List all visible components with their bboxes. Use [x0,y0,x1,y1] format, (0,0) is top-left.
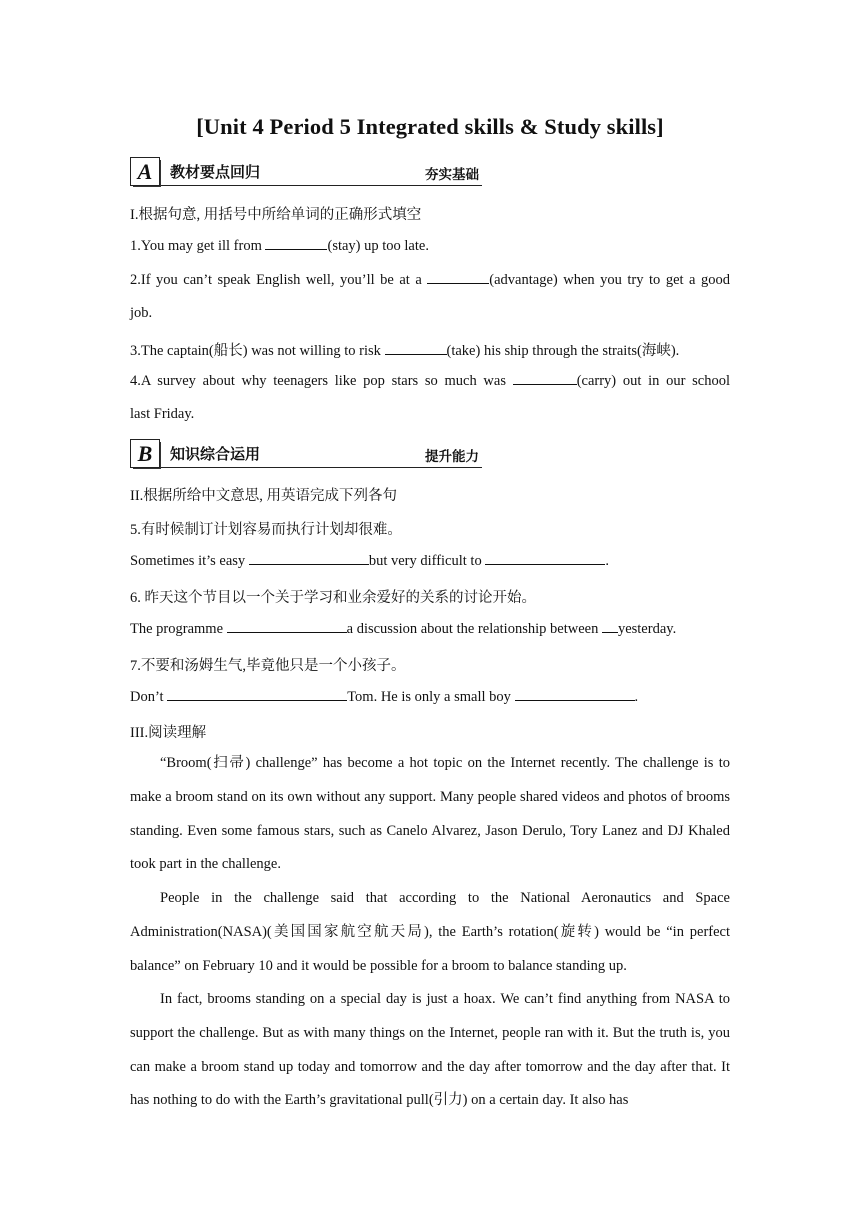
question-6: The programme a discussion about the relationship between yesterday. [130,621,677,637]
question-5-chinese: 5.有时候制订计划容易而执行计划却很难。 [130,522,402,538]
question-5: Sometimes it’s easy but very difficult to . [130,553,609,569]
answer-blank[interactable] [265,237,327,250]
answer-blank[interactable] [515,688,635,701]
answer-blank[interactable] [385,342,447,355]
question-7-chinese: 7.不要和汤姆生气,毕竟他只是一个小孩子。 [130,658,406,674]
section-a-subtitle: 夯实基础 [425,167,479,183]
section-b-subtitle: 提升能力 [425,449,479,465]
section-b-banner [130,437,482,468]
reading-paragraph-2: People in the challenge said that according to the National Aeronautics and Space Administration(NASA)(美国国家航空航天局), the Earth’s rotation(旋转) would be “in perfect balance” on February 10 and it would be possible for a broom to balance standing up. [130,890,730,974]
question-7: Don’t Tom. He is only a small boy . [130,689,639,705]
section-a-banner [130,155,482,186]
question-6-chinese: 6. 昨天这个节目以一个关于学习和业余爱好的关系的讨论开始。 [130,590,536,606]
answer-blank[interactable] [427,271,489,284]
answer-blank[interactable] [513,372,577,385]
section-a-letter: A [130,157,160,186]
part1-heading: I.根据句意, 用括号中所给单词的正确形式填空 [130,207,422,223]
question-4-cont: last Friday. [130,406,195,422]
question-1: 1.You may get ill from (stay) up too late. [130,238,429,254]
section-b-title: 知识综合运用 [170,445,261,463]
page-title: [Unit 4 Period 5 Integrated skills & Study skills] [196,114,664,139]
answer-blank[interactable] [167,688,347,701]
answer-blank[interactable] [602,620,618,633]
section-b-letter: B [130,439,160,468]
answer-blank[interactable] [485,552,605,565]
part3-heading: III.阅读理解 [130,725,207,741]
question-2: 2.If you can’t speak English well, you’ll be at a (advantage) when you try to get a good [130,272,730,288]
question-3: 3.The captain(船长) was not willing to risk (take) his ship through the straits(海峡). [130,343,680,359]
part2-heading: II.根据所给中文意思, 用英语完成下列各句 [130,488,398,504]
section-a-title: 教材要点回归 [170,163,261,181]
reading-paragraph-1: “Broom(扫帚) challenge” has become a hot topic on the Internet recently. The challenge is to make a broom stand on its own without any support. Many people shared videos and photos of brooms standing. Even some famous stars, such as Canelo Alvarez, Jason Derulo, Tory Lanez and DJ Khaled took part in the challenge. [130,755,730,873]
question-2-cont: job. [130,305,153,321]
question-4: 4.A survey about why teenagers like pop stars so much was (carry) out in our school [130,373,730,389]
reading-paragraph-3: In fact, brooms standing on a special day is just a hoax. We can’t find anything from NASA to support the challenge. But as with many things on the Internet, people ran with it. But the truth is, you can make a broom stand up today and tomorrow and the day after tomorrow and the day after that. It has nothing to do with the Earth’s gravitational pull(引力) on a certain day. It also has [130,991,730,1109]
answer-blank[interactable] [249,552,369,565]
answer-blank[interactable] [227,620,347,633]
